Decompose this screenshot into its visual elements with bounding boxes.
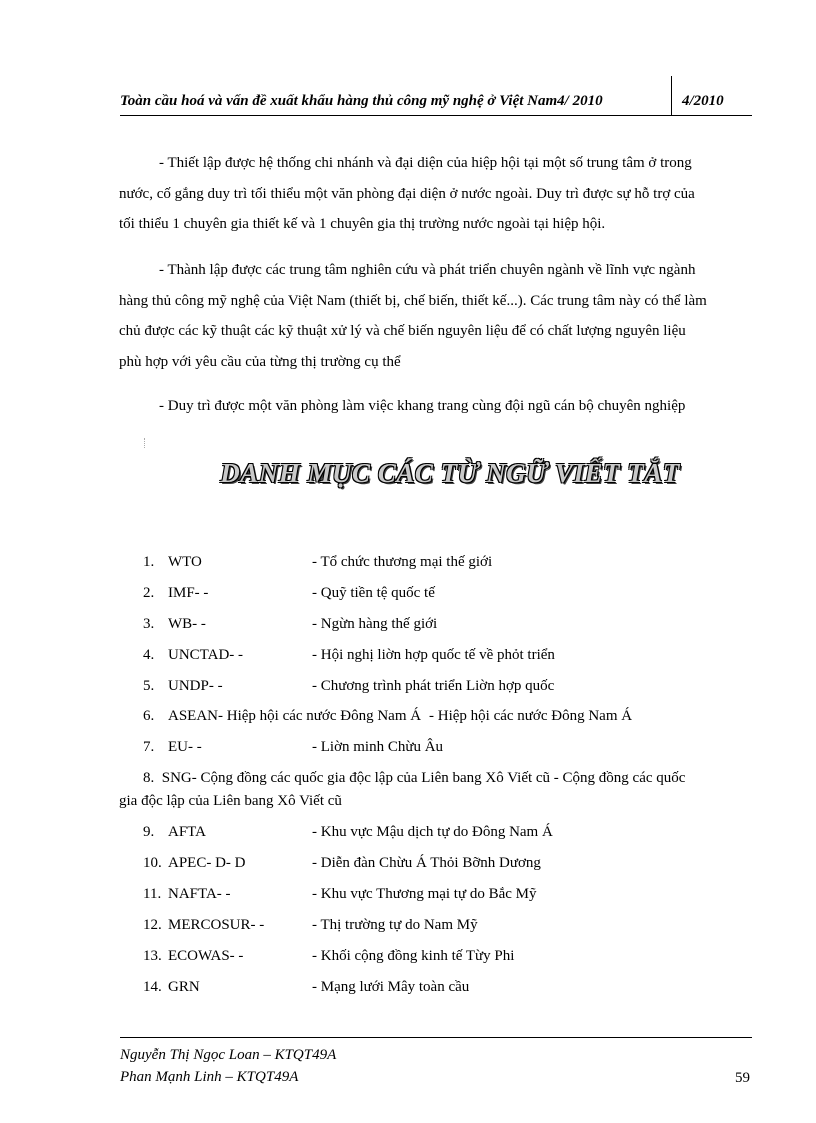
footer-rule	[120, 1037, 752, 1038]
list-item: 10. APEC- D- D - Diễn đàn Chừu Á Thỏi Bỡnh Dương	[143, 855, 541, 872]
paragraph-line: nước, cố gắng duy trì tối thiểu một văn phòng đại diện ở nước ngoài. Duy trì được sự hỗ trợ của	[119, 185, 695, 202]
anchor-marker	[144, 438, 148, 448]
list-item: 1. WTO - Tổ chức thương mại thế giới	[143, 554, 493, 570]
paragraph-line: phù hợp với yêu cầu của từng thị trường cụ thể	[119, 353, 401, 370]
abbreviation-list	[119, 548, 759, 1004]
list-item: 8. SNG- Cộng đồng các quốc gia độc lập của Liên bang Xô Viết cũ - Cộng đồng các quốc gia độc lập của Liên bang Xô Viết cũ	[119, 770, 686, 810]
list-item: 4. UNCTAD- - - Hội nghị liờn hợp quốc tế về phỏt triển	[143, 646, 555, 663]
list-item: 9. AFTA - Khu vực Mậu dịch tự do Đông Nam Á	[143, 824, 553, 841]
paragraph-2	[119, 255, 759, 377]
header-divider	[671, 76, 672, 116]
paragraph-line: tối thiểu 1 chuyên gia thiết kế và 1 chuyên gia thị trường nước ngoài tại hiệp hội.	[119, 216, 606, 232]
page-header	[120, 76, 752, 116]
list-item: 3. WB- - - Ngừn hàng thế giới	[143, 615, 438, 632]
header-rule	[120, 115, 752, 116]
list-item: 11. NAFTA- - - Khu vực Thương mại tự do Bắc Mỹ	[143, 886, 537, 903]
list-item: 2. IMF- - - Quỹ tiền tệ quốc tế	[143, 584, 435, 601]
header-date: 4/2010	[682, 93, 724, 109]
paragraph-1	[119, 148, 759, 240]
footer-author-2: Phan Mạnh Linh – KTQT49A	[120, 1069, 299, 1085]
list-item: 7. EU- - - Liờn minh Chừu Âu	[143, 739, 444, 756]
list-item: 5. UNDP- - - Chương trình phát triển Liờn hợp quốc	[143, 677, 555, 694]
paragraph-3	[119, 391, 759, 422]
paragraph-line: - Thành lập được các trung tâm nghiên cứu và phát triển chuyên ngành về lĩnh vực ngành	[159, 262, 696, 278]
list-item: 12. MERCOSUR- - - Thị trường tự do Nam Mỹ	[143, 916, 478, 933]
paragraph-line: - Duy trì được một văn phòng làm việc khang trang cùng đội ngũ cán bộ chuyên nghiệp	[159, 398, 686, 414]
list-item: 6. ASEAN- Hiệp hội các nước Đông Nam Á - Hiệp hội các nước Đông Nam Á	[143, 708, 633, 725]
paragraph-line: chủ được các kỹ thuật các kỹ thuật xử lý và chế biến nguyên liệu để có chất lượng nguyên liệu	[119, 323, 686, 339]
footer-author-1: Nguyễn Thị Ngọc Loan – KTQT49A	[120, 1047, 337, 1063]
section-heading: DANH MỤC CÁC TỪ NGỮ VIẾT TẮT	[220, 458, 680, 488]
header-title: Toàn cầu hoá và vấn đề xuất khẩu hàng thủ công mỹ nghệ ở Việt Nam4/ 2010	[120, 93, 603, 109]
list-item: 14. GRN - Mạng lưới Mây toàn cầu	[143, 978, 470, 995]
paragraph-line: - Thiết lập được hệ thống chi nhánh và đại diện của hiệp hội tại một số trung tâm ở trong	[159, 155, 692, 171]
list-item: 13. ECOWAS- - - Khối cộng đồng kinh tế Từy Phi	[143, 947, 515, 964]
paragraph-line: hàng thủ công mỹ nghệ của Việt Nam (thiết bị, chế biến, thiết kế...). Các trung tâm này có thể làm	[119, 292, 707, 309]
page-number: 59	[735, 1070, 750, 1086]
